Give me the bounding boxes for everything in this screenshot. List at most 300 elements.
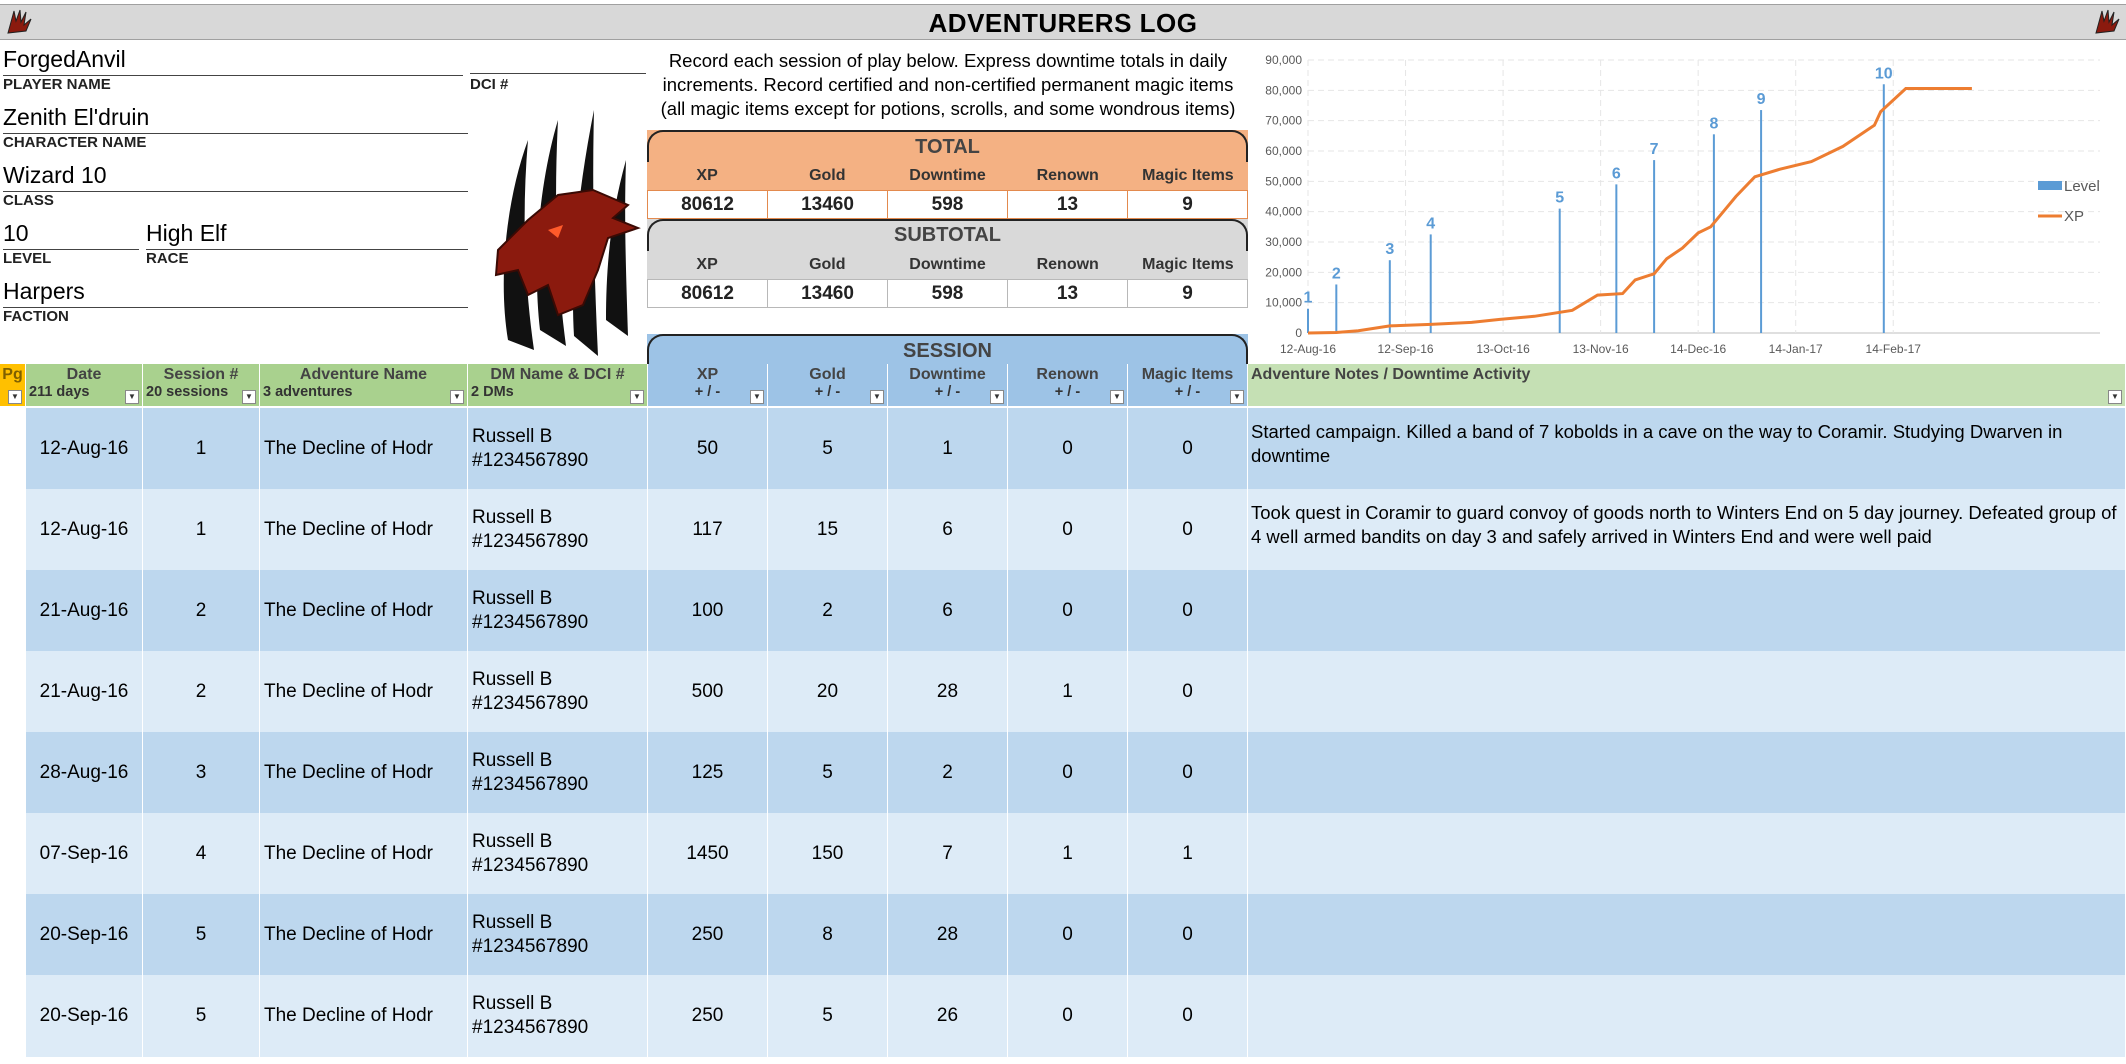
gold-cell-text: 5	[822, 1005, 833, 1026]
faction-value: Harpers	[3, 278, 85, 304]
level-data-label: 5	[1555, 189, 1565, 207]
dm-cell[interactable]	[468, 489, 648, 571]
legend-level-label: Level	[2064, 178, 2100, 195]
magic-items-cell-text: 0	[1182, 924, 1193, 945]
date-cell[interactable]	[26, 489, 143, 571]
dm-cell[interactable]	[468, 732, 648, 814]
col-header-xp[interactable]	[648, 364, 768, 406]
col-header-adventure-summary: 3 adventures	[263, 384, 353, 400]
renown-cell[interactable]	[1008, 489, 1128, 571]
subtotal-column-titles	[647, 251, 1248, 279]
level-data-label: 10	[1874, 65, 1893, 83]
col-header-gold-title: Gold	[809, 366, 846, 383]
notes-cell[interactable]	[1248, 894, 2126, 976]
renown-cell[interactable]	[1008, 651, 1128, 733]
col-title-xp: XP	[696, 167, 718, 184]
magic-items-cell-text: 0	[1182, 681, 1193, 702]
player-name-field[interactable]	[3, 46, 463, 76]
magic-items-cell-text: 1	[1182, 843, 1193, 864]
dm-dci: #1234567890	[472, 693, 589, 714]
renown-cell-text: 0	[1062, 1005, 1073, 1026]
total-magic-items: 9	[1182, 194, 1193, 215]
filter-dropdown-icon[interactable]: ▼	[990, 390, 1004, 404]
table-row	[26, 732, 2126, 814]
level-bar	[1713, 134, 1715, 333]
magic-items-cell[interactable]	[1128, 570, 1248, 652]
adventure-name-cell-text: The Decline of Hodr	[264, 1005, 433, 1026]
filter-dropdown-icon[interactable]: ▼	[870, 390, 884, 404]
gold-cell-text: 20	[816, 681, 839, 702]
adventure-name-cell-text: The Decline of Hodr	[264, 600, 433, 621]
magic-items-cell-text: 0	[1182, 1005, 1193, 1026]
y-tick-label: 60,000	[1265, 144, 1302, 158]
col-header-date[interactable]	[26, 364, 143, 406]
adventure-name-cell-text: The Decline of Hodr	[264, 762, 433, 783]
xp-cell[interactable]	[648, 894, 768, 976]
race-value: High Elf	[146, 220, 227, 246]
notes-cell[interactable]	[1248, 975, 2126, 1057]
dm-cell[interactable]	[468, 408, 648, 490]
session-cell-text: 1	[195, 438, 207, 459]
magic-items-cell[interactable]	[1128, 813, 1248, 895]
level-data-label: 3	[1385, 241, 1395, 259]
character-name-label: CHARACTER NAME	[3, 134, 147, 151]
notes-cell[interactable]	[1248, 489, 2126, 571]
total-title: TOTAL	[647, 130, 1248, 162]
dm-name: Russell B	[472, 426, 553, 447]
date-cell-text: 12-Aug-16	[39, 438, 129, 459]
date-cell[interactable]	[26, 813, 143, 895]
dci-label: DCI #	[470, 76, 509, 93]
dm-dci: #1234567890	[472, 774, 589, 795]
session-cell[interactable]	[143, 975, 260, 1057]
date-cell[interactable]	[26, 651, 143, 733]
col-header-session-title: Session #	[163, 366, 239, 383]
session-cell[interactable]	[143, 813, 260, 895]
level-data-label: 2	[1331, 265, 1341, 283]
dm-dci: #1234567890	[472, 450, 589, 471]
level-bar	[1307, 309, 1309, 333]
gold-cell-text: 5	[822, 762, 833, 783]
date-cell-text: 28-Aug-16	[39, 762, 129, 783]
col-header-downtime-title: Downtime	[909, 366, 986, 383]
xp-cell-text: 50	[696, 438, 719, 459]
downtime-cell-text: 2	[942, 762, 953, 783]
level-series	[1304, 65, 1893, 333]
dm-cell[interactable]	[468, 894, 648, 976]
col-title-magic-items: Magic Items	[1142, 167, 1234, 184]
adventure-name-cell[interactable]	[260, 408, 468, 490]
renown-cell-text: 0	[1062, 600, 1073, 621]
y-tick-label: 20,000	[1265, 265, 1302, 280]
character-info	[0, 44, 470, 334]
downtime-cell-text: 6	[942, 519, 953, 540]
gold-cell[interactable]	[768, 813, 888, 895]
adventure-name-cell[interactable]	[260, 489, 468, 571]
class-value: Wizard 10	[3, 162, 107, 188]
table-row	[26, 651, 2126, 733]
date-cell-text: 21-Aug-16	[39, 681, 129, 702]
date-cell[interactable]	[26, 732, 143, 814]
renown-cell-text: 1	[1062, 681, 1073, 702]
filter-dropdown-icon[interactable]: ▼	[450, 390, 464, 404]
magic-items-cell[interactable]	[1128, 651, 1248, 733]
gold-cell[interactable]	[768, 894, 888, 976]
total-xp: 80612	[648, 191, 768, 218]
level-bar	[1389, 260, 1391, 333]
downtime-cell-text: 1	[942, 438, 953, 459]
adventure-name-cell-text: The Decline of Hodr	[264, 519, 433, 540]
col-title-gold: Gold	[809, 256, 846, 273]
table-row	[26, 489, 2126, 571]
renown-cell[interactable]	[1008, 894, 1128, 976]
session-cell[interactable]	[143, 408, 260, 490]
notes-cell[interactable]	[1248, 570, 2126, 652]
filter-dropdown-icon[interactable]: ▼	[8, 390, 22, 404]
renown-cell-text: 0	[1062, 519, 1073, 540]
session-cell[interactable]	[143, 570, 260, 652]
downtime-cell[interactable]	[888, 651, 1008, 733]
filter-dropdown-icon[interactable]: ▼	[1110, 390, 1124, 404]
dm-name: Russell B	[472, 831, 553, 852]
col-title-renown: Renown	[1036, 167, 1099, 184]
col-title-gold: Gold	[809, 167, 846, 184]
session-cell-text: 5	[195, 924, 207, 945]
level-bar	[1760, 110, 1762, 333]
date-cell-text: 07-Sep-16	[39, 843, 129, 864]
notes-cell[interactable]	[1248, 732, 2126, 814]
notes-cell[interactable]	[1248, 408, 2126, 490]
adventure-name-cell-text: The Decline of Hodr	[264, 681, 433, 702]
xp-cell[interactable]	[648, 651, 768, 733]
session-cell-text: 3	[195, 762, 207, 783]
date-cell[interactable]	[26, 975, 143, 1057]
level-bar	[1615, 184, 1617, 333]
col-header-magic-items[interactable]	[1128, 364, 1248, 406]
filter-dropdown-icon[interactable]: ▼	[630, 390, 644, 404]
col-header-dm-title: DM Name & DCI #	[490, 366, 625, 383]
adventure-name-cell[interactable]	[260, 813, 468, 895]
y-tick-label: 30,000	[1265, 235, 1302, 249]
xp-level-chart	[1248, 52, 2118, 364]
adventure-name-cell[interactable]	[260, 651, 468, 733]
adventure-name-cell[interactable]	[260, 975, 468, 1057]
session-cell-text: 2	[195, 681, 207, 702]
title-bar	[0, 4, 2126, 40]
magic-items-cell[interactable]	[1128, 894, 1248, 976]
magic-items-cell[interactable]	[1128, 489, 1248, 571]
dm-name: Russell B	[472, 588, 553, 609]
xp-cell[interactable]	[648, 570, 768, 652]
class-field[interactable]	[3, 162, 468, 192]
subtotal-downtime: 598	[888, 280, 1008, 307]
xp-cell-text: 500	[691, 681, 724, 702]
gold-cell[interactable]	[768, 732, 888, 814]
y-tick-label: 50,000	[1265, 174, 1302, 189]
x-tick-label: 12-Aug-16	[1279, 342, 1337, 356]
level-data-label: 9	[1756, 91, 1766, 109]
col-header-downtime-delta: + / -	[934, 384, 961, 400]
col-header-xp-delta: + / -	[694, 384, 721, 400]
subtotal-title: SUBTOTAL	[647, 219, 1248, 251]
x-tick-label: 14-Jan-17	[1768, 342, 1823, 356]
gold-cell[interactable]	[768, 489, 888, 571]
level-bar	[1430, 234, 1432, 333]
session-cell-text: 4	[195, 843, 207, 864]
total-downtime: 598	[888, 191, 1008, 218]
class-label: CLASS	[3, 192, 54, 209]
subtotal-renown: 13	[1008, 280, 1128, 307]
renown-cell[interactable]	[1008, 408, 1128, 490]
downtime-cell[interactable]	[888, 894, 1008, 976]
downtime-cell[interactable]	[888, 975, 1008, 1057]
y-tick-label: 0	[1295, 326, 1302, 340]
faction-label: FACTION	[3, 308, 69, 325]
adventure-name-cell-text: The Decline of Hodr	[264, 438, 433, 459]
filter-dropdown-icon[interactable]: ▼	[125, 390, 139, 404]
page-title: ADVENTURERS LOG	[928, 8, 1198, 38]
instructions-line: (all magic items except for potions, scrolls, and some wondrous items)	[660, 98, 1236, 119]
level-data-label: 6	[1611, 165, 1621, 183]
y-tick-label: 90,000	[1265, 53, 1302, 67]
subtotal-xp: 80612	[648, 280, 768, 307]
table-row	[26, 894, 2126, 976]
col-title-magic-items: Magic Items	[1142, 256, 1234, 273]
session-cell-text: 2	[195, 600, 207, 621]
col-header-adventure[interactable]	[260, 364, 468, 406]
col-header-pg-title: Pg	[2, 366, 23, 383]
notes-cell[interactable]	[1248, 813, 2126, 895]
dm-cell[interactable]	[468, 975, 648, 1057]
y-tick-label: 10,000	[1265, 295, 1302, 310]
col-header-xp-title: XP	[696, 366, 719, 383]
gold-cell-text: 15	[816, 519, 839, 540]
renown-cell-text: 0	[1062, 762, 1073, 783]
col-header-renown[interactable]	[1008, 364, 1128, 406]
notes-cell[interactable]	[1248, 651, 2126, 733]
table-row	[26, 975, 2126, 1057]
chart-grid	[1308, 60, 2100, 333]
instructions-line: increments. Record certified and non-certified permanent magic items	[662, 74, 1234, 95]
dm-cell[interactable]	[468, 651, 648, 733]
level-bar	[1883, 84, 1885, 333]
x-tick-label: 14-Dec-16	[1670, 342, 1727, 356]
level-value: 10	[3, 220, 29, 246]
session-cell[interactable]	[143, 732, 260, 814]
downtime-cell-text: 7	[942, 843, 953, 864]
magic-items-cell-text: 0	[1182, 519, 1193, 540]
x-tick-label: 13-Nov-16	[1572, 342, 1629, 356]
character-name-field[interactable]	[3, 104, 468, 134]
adventure-name-cell[interactable]	[260, 894, 468, 976]
renown-cell-text: 1	[1062, 843, 1073, 864]
xp-cell[interactable]	[648, 975, 768, 1057]
race-field[interactable]	[146, 220, 468, 250]
col-title-xp: XP	[696, 256, 718, 273]
col-header-dm[interactable]	[468, 364, 648, 406]
downtime-cell[interactable]	[888, 732, 1008, 814]
adventure-name-cell-text: The Decline of Hodr	[264, 843, 433, 864]
adventure-name-cell[interactable]	[260, 570, 468, 652]
dragon-claw-logo-icon	[488, 100, 648, 362]
col-title-downtime: Downtime	[909, 167, 986, 184]
character-name-value: Zenith El'druin	[3, 104, 150, 130]
level-field[interactable]	[3, 220, 139, 250]
x-tick-label: 12-Sep-16	[1377, 342, 1434, 356]
y-tick-label: 70,000	[1265, 113, 1302, 128]
col-title-downtime: Downtime	[909, 256, 986, 273]
subtotal-magic-items: 9	[1182, 283, 1193, 304]
level-bar	[1559, 209, 1561, 333]
date-cell[interactable]	[26, 894, 143, 976]
total-panel	[647, 130, 1248, 218]
col-header-notes-title: Adventure Notes / Downtime Activity	[1251, 366, 1531, 383]
total-column-titles	[647, 162, 1248, 190]
table-row	[26, 408, 2126, 490]
renown-cell-text: 0	[1062, 438, 1073, 459]
total-gold: 13460	[768, 191, 888, 218]
total-values	[647, 190, 1248, 219]
xp-line	[1308, 89, 1972, 334]
level-label: LEVEL	[3, 250, 52, 267]
session-title: SESSION	[647, 334, 1248, 366]
x-tick-label: 13-Oct-16	[1476, 342, 1530, 356]
magic-items-cell[interactable]	[1128, 408, 1248, 490]
downtime-cell[interactable]	[888, 813, 1008, 895]
filter-dropdown-icon[interactable]: ▼	[2108, 390, 2122, 404]
session-cell-text: 1	[195, 519, 207, 540]
gold-cell-text: 2	[822, 600, 833, 621]
notes-cell-text: Took quest in Coramir to guard convoy of goods north to Winters End on 5 day journey. Defeated group of 4 well armed bandits on day 3 and safely arrived in Winters End and were well paid	[1251, 502, 2117, 547]
magic-items-cell[interactable]	[1128, 975, 1248, 1057]
col-header-dm-summary: 2 DMs	[471, 384, 514, 400]
downtime-cell[interactable]	[888, 489, 1008, 571]
col-header-magic-items-delta: + / -	[1174, 384, 1201, 400]
level-bar	[1653, 160, 1655, 333]
col-header-session[interactable]	[143, 364, 260, 406]
dm-dci: #1234567890	[472, 855, 589, 876]
legend-level-swatch	[2038, 181, 2062, 190]
renown-cell-text: 0	[1062, 924, 1073, 945]
session-panel	[647, 334, 1248, 364]
x-tick-label: 14-Feb-17	[1865, 342, 1921, 356]
col-title-renown: Renown	[1036, 256, 1099, 273]
gold-cell-text: 150	[811, 843, 844, 864]
level-data-label: 8	[1709, 115, 1719, 133]
downtime-cell[interactable]	[888, 570, 1008, 652]
race-label: RACE	[146, 250, 189, 267]
dm-dci: #1234567890	[472, 1017, 589, 1038]
renown-cell[interactable]	[1008, 975, 1128, 1057]
level-data-label: 1	[1303, 289, 1313, 307]
xp-cell-text: 250	[691, 1005, 724, 1026]
instructions-line: Record each session of play below. Express downtime totals in daily	[668, 50, 1228, 71]
renown-cell[interactable]	[1008, 570, 1128, 652]
dm-name: Russell B	[472, 993, 553, 1014]
xp-cell-text: 125	[691, 762, 724, 783]
col-header-pg[interactable]	[0, 364, 26, 406]
chart-y-axis	[1265, 53, 1302, 340]
filter-dropdown-icon[interactable]: ▼	[1230, 390, 1244, 404]
col-header-downtime[interactable]	[888, 364, 1008, 406]
renown-cell[interactable]	[1008, 732, 1128, 814]
session-cell[interactable]	[143, 894, 260, 976]
subtotal-panel	[647, 219, 1248, 307]
xp-cell-text: 117	[692, 519, 723, 540]
magic-items-cell-text: 0	[1182, 600, 1193, 621]
dm-cell[interactable]	[468, 570, 648, 652]
xp-cell[interactable]	[648, 813, 768, 895]
gold-cell-text: 8	[822, 924, 833, 945]
dci-field[interactable]	[470, 44, 646, 74]
col-header-gold-delta: + / -	[814, 384, 841, 400]
player-name-value: ForgedAnvil	[3, 46, 126, 72]
date-cell[interactable]	[26, 570, 143, 652]
adventure-name-cell[interactable]	[260, 732, 468, 814]
y-tick-label: 80,000	[1265, 83, 1302, 98]
filter-dropdown-icon[interactable]: ▼	[242, 390, 256, 404]
xp-cell[interactable]	[648, 408, 768, 490]
level-data-label: 4	[1426, 215, 1436, 233]
legend-xp-label: XP	[2064, 208, 2085, 225]
col-header-date-title: Date	[66, 366, 102, 383]
chart-legend	[2038, 178, 2100, 225]
subtotal-values	[647, 279, 1248, 308]
col-header-adventure-title: Adventure Name	[299, 366, 428, 383]
col-header-gold[interactable]	[768, 364, 888, 406]
downtime-cell-text: 6	[942, 600, 953, 621]
dm-name: Russell B	[472, 750, 553, 771]
col-header-magic-items-title: Magic Items	[1141, 366, 1234, 383]
downtime-cell-text: 26	[936, 1005, 959, 1026]
session-cell[interactable]	[143, 651, 260, 733]
chart-x-axis	[1280, 342, 1921, 356]
dm-dci: #1234567890	[472, 531, 589, 552]
downtime-cell[interactable]	[888, 408, 1008, 490]
faction-field[interactable]	[3, 278, 468, 308]
downtime-cell-text: 28	[936, 681, 959, 702]
y-tick-label: 40,000	[1265, 204, 1302, 219]
session-cell[interactable]	[143, 489, 260, 571]
dm-name: Russell B	[472, 507, 553, 528]
gold-cell[interactable]	[768, 975, 888, 1057]
date-cell-text: 20-Sep-16	[39, 1005, 129, 1026]
filter-dropdown-icon[interactable]: ▼	[750, 390, 764, 404]
session-cell-text: 5	[195, 1005, 207, 1026]
dm-name: Russell B	[472, 912, 553, 933]
xp-cell-text: 100	[691, 600, 724, 621]
gold-cell[interactable]	[768, 570, 888, 652]
magic-items-cell-text: 0	[1182, 438, 1193, 459]
renown-cell[interactable]	[1008, 813, 1128, 895]
date-cell[interactable]	[26, 408, 143, 490]
xp-cell[interactable]	[648, 732, 768, 814]
dm-cell[interactable]	[468, 813, 648, 895]
col-header-session-summary: 20 sessions	[146, 384, 229, 400]
gold-cell[interactable]	[768, 651, 888, 733]
subtotal-gold: 13460	[768, 280, 888, 307]
gold-cell[interactable]	[768, 408, 888, 490]
level-bar	[1335, 284, 1337, 333]
xp-cell[interactable]	[648, 489, 768, 571]
date-cell-text: 20-Sep-16	[39, 924, 129, 945]
table-row	[26, 813, 2126, 895]
player-name-label: PLAYER NAME	[3, 76, 111, 93]
col-header-date-summary: 211 days	[29, 384, 90, 400]
col-header-notes[interactable]	[1248, 364, 2126, 406]
col-header-renown-delta: + / -	[1054, 384, 1081, 400]
magic-items-cell[interactable]	[1128, 732, 1248, 814]
